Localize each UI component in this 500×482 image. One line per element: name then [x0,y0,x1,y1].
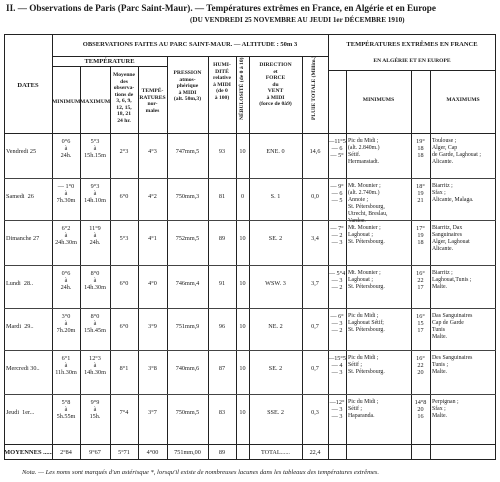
cell-nebulosite: 0 [240,193,245,200]
cell-lieux-max: Das Sanguinaires Cap de Garde Tunis Malte. [432,313,473,340]
cell-humidite: 87 [218,365,226,372]
header-observations: OBSERVATIONS FAITES AU PARC SAINT-MAUR. — ALTITUDE : 50m 3 [82,41,298,48]
header-extremes: TEMPÉRATURES EXTRÊMES EN FRANCE [346,41,478,48]
cell-min: — 1°0 à 7h.30m [56,183,76,204]
divider-dates [52,34,53,460]
cell-pression: 747mm,5 [175,148,200,155]
cell-eq-min: —12° — 3 — 3 [329,399,345,420]
cell-lieux-max: Biarritz ; Laghouat,Tunis ; Malte. [432,270,472,290]
header-pression: PRESSION atmos- phérique à MIDI (alt. 50m,3) [173,70,202,102]
cell-pression: 751mm,9 [175,323,200,330]
cell-moy: 8°1 [119,365,129,372]
cell-min: 3°0 à 7h.20m [56,313,76,334]
cell-lieux-min: Mt. Mounier ; Laghouat ; St. Pétersbourg. [348,225,385,245]
cell-lieux-min: Pic du Midi ; (alt. 2.840m.) Sétif. Hermanstadt. [348,138,380,165]
cell-pression: 752mm,5 [175,235,200,242]
cell-eq-min: — 7° — 2 — 3 [330,225,344,246]
cell-moy: 7°4 [119,409,129,416]
cell-lieux-min: Pic du Midi ; Sétif ; Haparanda. [348,399,379,419]
cell-vent: SE. 2 [268,365,283,372]
cell-normales: 3°8 [148,365,157,372]
footer-min: 2°84 [60,449,72,456]
footer-total-label: TOTAL...... [261,449,290,456]
cell-moy: 5°3 [119,235,129,242]
cell-lieux-max: Des Sanguinaires Tunis ; Malte. [432,355,473,375]
cell-date: Jeudi 1er... [6,409,35,416]
cell-min: 6°1 à 11h.30m [55,355,77,376]
header-vent: DIRECTION et FORCE du VENT à MIDI (force de 0à9) [259,62,292,107]
cell-lieux-max: Perpignan ; Sfax ; Malte. [432,399,459,419]
row-sep-6 [4,394,496,395]
cell-max: 9°3 à 14h.10m [84,183,106,204]
cell-max: 11°9 à 24h. [89,225,101,246]
header-maximum: MAXIMUM [80,99,111,105]
cell-normales: 4°1 [148,235,157,242]
cell-max: 12°3 à 14h.30m [84,355,106,376]
footer-normales: 4°00 [146,449,159,456]
cell-humidite: 93 [218,148,226,155]
footer-pression: 751mm,00 [174,449,201,456]
cell-humidite: 83 [218,409,226,416]
cell-pluie: 0,7 [311,323,319,330]
header-bottom [4,133,496,134]
header-moyenne: Moyenne des observa- tions de 3, 6, 9, 12, 15, 18, 21 24 hr. [112,72,136,124]
cell-max: 8°0 à 14h.30m [84,270,106,291]
cell-date: Mardi 29.. [6,323,34,330]
footer-top [4,444,496,445]
cell-eq-max: 18° 19 21 [416,183,425,204]
divider-normales [167,56,168,460]
row-sep-1 [4,178,496,179]
footer-humidite: 89 [218,449,226,456]
row-sep-3 [4,265,496,266]
divider-vent [302,56,303,460]
cell-lieux-min: Mt. Mounier ; Laghouat ; St. Pétersbourg. [348,270,385,290]
cell-max: 9°9 à 15h. [89,399,101,420]
cell-date: Dimanche 27 [6,235,40,242]
cell-normales: 4°0 [148,280,157,287]
header-pluie: PLUIE TOTALE (Millim.) [311,56,317,120]
header-minimum: MINIMUM [52,99,81,105]
cell-moy: 6°0 [119,280,129,287]
header-line-temp [52,66,167,67]
footnote: Nota. — Les noms sont marqués d'un astérisque *, lorsqu'il existe de nombreuses lacunes dans les tableaux des températures extrêmes. [22,469,380,476]
cell-moy: 6°0 [119,323,129,330]
cell-moy: 6°0 [119,193,129,200]
cell-pluie: 0,7 [311,365,319,372]
cell-vent: SE. 2 [268,235,283,242]
header-humidite: HUMI- DITÉ relative à MIDI (de 0 à 100) [213,62,231,101]
header-normales: TEMPÉ- RATURES nor- males [139,88,166,114]
cell-normales: 3°9 [148,323,157,330]
divider-moy [138,66,139,460]
cell-date: Lundi 28.. [6,280,34,287]
header-line-top [52,56,328,57]
cell-vent: WSW. 3 [265,280,286,287]
cell-lieux-min: Mt. Mounier ; (alt. 2.740m.) Annoie ; St. Pétersbourg, Utrecht, Breslau, Vardoe. [348,183,388,224]
footer-moy: 5°71 [118,449,130,456]
row-sep-4 [4,308,496,309]
cell-max: 8°0 à 15h.45m [84,313,106,334]
cell-normales: 3°7 [148,409,157,416]
cell-pluie: 0,3 [311,409,319,416]
cell-nebulosite: 10 [239,148,246,155]
cell-humidite: 96 [218,323,226,330]
cell-min: 0°6 à 24h. [60,270,72,291]
footer-total: 22,4 [309,449,321,456]
cell-humidite: 91 [218,280,226,287]
cell-eq-min: —15°5 — 4 — 3 [328,355,346,376]
header-nebulosite: NÉBULOSITÉ (de 0 à 10) [239,57,245,120]
cell-nebulosite: 10 [239,235,246,242]
cell-eq-min: — 6° — 3 — 2 [330,313,344,334]
header-right-maximums: MAXIMUMS [446,97,480,103]
cell-eq-max: 19° 18 18 [416,138,425,159]
cell-eq-min: — 5°4 — 3 — 2 [328,270,346,291]
divider-pression [208,56,209,460]
cell-eq-min: — 9° — 6 — 5 [330,183,344,204]
page-title: II. — Observations de Paris (Parc Saint-Maur). — Températures extrêmes en France, en Algérie et en Europe [6,3,436,13]
cell-normales: 4°2 [148,193,157,200]
divider-left-right [328,34,329,460]
footer-label: MOYENNES ...... [4,449,53,456]
header-line-right [328,70,496,71]
cell-eq-max: 16° 22 17 [416,270,425,291]
cell-humidite: 81 [218,193,226,200]
cell-min: 0°6 à 24h. [60,138,72,159]
row-sep-5 [4,350,496,351]
footer-max: 9°67 [89,449,101,456]
cell-max: 5°3 à 15h.15m [84,138,106,159]
divider-nebulosite [249,56,250,460]
cell-pression: 750mm,5 [175,409,200,416]
cell-date: Samedi 26 [6,193,34,200]
cell-nebulosite: 10 [239,323,246,330]
row-sep-2 [4,220,496,221]
header-dates: DATES [17,82,39,89]
page-subtitle: (DU VENDREDI 25 NOVEMBRE AU JEUDI 1er DÉCEMBRE 1910) [190,16,405,24]
cell-pluie: 3,7 [311,280,319,287]
cell-date: Vendredi 25 [6,148,37,155]
header-right-minimums: MINIMUMS [362,97,395,103]
cell-lieux-max: Biarritz ; Sfax ; Alicante, Malaga. [432,183,474,203]
divider-humidite [236,56,237,460]
cell-nebulosite: 10 [239,365,246,372]
cell-eq-min: —11°5 — 6 — 5° [328,138,346,159]
cell-eq-max: 14°8 20 16 [414,399,427,420]
cell-vent: ENE. 0 [266,148,285,155]
cell-date: Mercredi 30.. [6,365,40,372]
cell-pression: 740mm,6 [175,365,200,372]
cell-pluie: 3,4 [311,235,319,242]
header-temperature: TEMPÉRATURE [84,58,135,65]
cell-pression: 746mm,4 [175,280,200,287]
cell-eq-max: 17° 19 18 [416,225,425,246]
cell-nebulosite: 10 [239,280,246,287]
cell-normales: 4°3 [148,148,157,155]
cell-vent: SSE. 2 [267,409,284,416]
cell-pluie: 14,6 [309,148,321,155]
divider-max [110,66,111,460]
cell-nebulosite: 10 [239,409,246,416]
cell-pression: 750mm,3 [175,193,200,200]
cell-moy: 2°3 [119,148,129,155]
cell-min: 5°8 à 5h.55m [56,399,76,420]
cell-eq-max: 16° 15 17 [416,313,425,334]
header-right-region: EN ALGÉRIE ET EN EUROPE [373,58,451,64]
cell-lieux-max: Biarritz, Dax Sanguinaires Alger, Laghouat Alicante. [432,225,470,252]
cell-humidite: 89 [218,235,226,242]
cell-lieux-min: Pic du Midi ; Laghouat Sétif; St. Pétersbourg. [348,313,385,333]
cell-vent: S. 1 [270,193,281,200]
cell-eq-max: 16° 22 20 [416,355,425,376]
cell-lieux-min: Pic du Midi ; Sétif ; St. Pétersbourg. [348,355,385,375]
cell-min: 6°2 à 24h.30m [55,225,77,246]
cell-lieux-max: Toulouse ; Alger, Cap de Garde, Laghouat ; Alicante. [432,138,481,165]
cell-vent: NE. 2 [268,323,283,330]
cell-pluie: 0,0 [311,193,319,200]
